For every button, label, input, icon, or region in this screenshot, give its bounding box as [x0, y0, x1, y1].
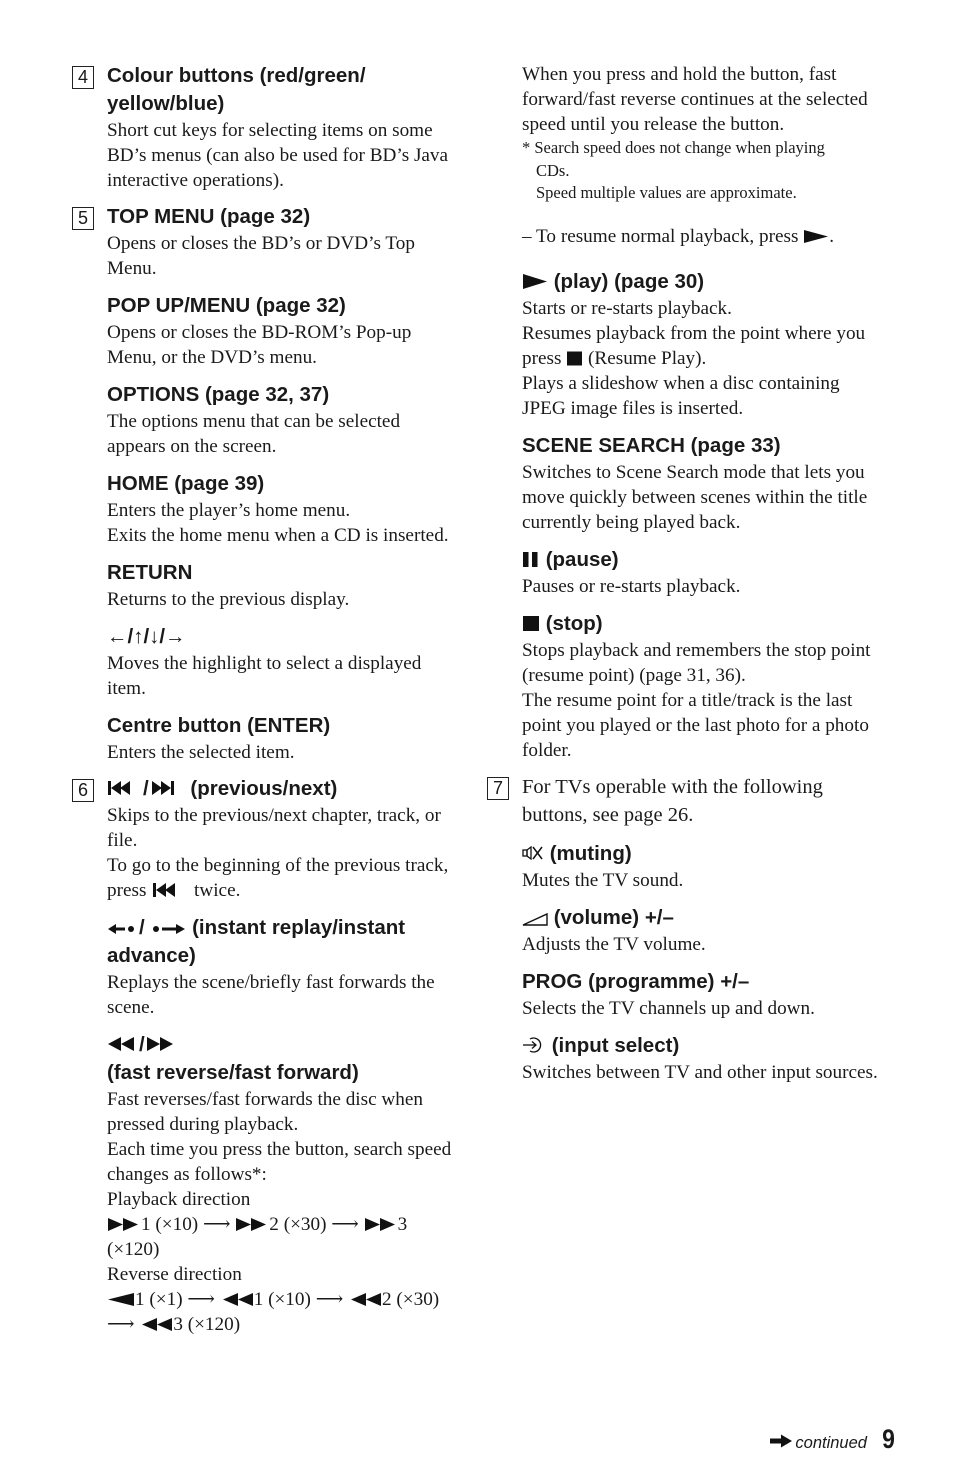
- reverse-speed-sequence: [107, 1287, 460, 1312]
- input-select-desc: Switches between TV and other input sources.: [522, 1061, 878, 1083]
- right-arrow-icon: ⟶: [315, 1289, 344, 1310]
- play-speed-1: 1 (×10): [141, 1214, 199, 1235]
- resume-normal-text: [522, 224, 887, 249]
- right-column: [487, 62, 887, 1085]
- previous-icon: [107, 779, 143, 797]
- right-arrow-icon: ⟶: [331, 1214, 359, 1235]
- section-6-continued: [487, 62, 887, 763]
- section-number-7: 7: [487, 777, 509, 800]
- next-icon: [149, 779, 185, 797]
- right-arrow-icon: ⟶: [202, 1214, 231, 1235]
- fast-reverse-icon: [107, 1035, 139, 1053]
- stop-desc-2: The resume point for a title/track is the last point you played or the last photo for a photo folder.: [522, 689, 869, 761]
- volume-desc: Adjusts the TV volume.: [522, 933, 706, 955]
- previous-icon: [151, 882, 189, 898]
- scene-search-heading: SCENE SEARCH (page 33): [522, 433, 781, 457]
- fast-reverse-icon: [220, 1292, 254, 1307]
- input-select-icon: [522, 1036, 546, 1054]
- prev-next-desc-1: Skips to the previous/next chapter, track, or file.: [107, 805, 441, 851]
- home-desc-2: Exits the home menu when a CD is inserted.: [107, 525, 449, 546]
- prev-next-desc-2: [107, 853, 460, 903]
- ff-rew-desc-1: Fast reverses/fast forwards the disc when pressed during playback.: [107, 1089, 423, 1135]
- section-4: [72, 62, 460, 193]
- section-number-6: 6: [72, 779, 94, 802]
- play-desc-3: Plays a slideshow when a disc containing JPEG image files is inserted.: [522, 372, 840, 419]
- prev-next-desc-2-a: To go to the beginning of the previous track, press: [107, 855, 449, 901]
- fast-forward-icon: [364, 1217, 398, 1232]
- playback-speed-sequence: [107, 1212, 460, 1237]
- arrows-desc: Moves the highlight to select a displayed item.: [107, 653, 422, 699]
- home-desc-1: Enters the player’s home menu.: [107, 500, 351, 521]
- home-heading: HOME (page 39): [107, 472, 265, 495]
- section-6: [72, 775, 460, 1337]
- muting-icon: [522, 844, 544, 862]
- pause-heading: [522, 546, 887, 574]
- right-arrow-icon: ⟶: [107, 1314, 135, 1335]
- stop-heading: [522, 610, 887, 638]
- muting-heading: [522, 840, 887, 868]
- stop-desc-1: Stops playback and remembers the stop point (resume point) (page 31, 36).: [522, 639, 871, 686]
- volume-title: (volume) +/–: [553, 905, 674, 929]
- note-speed-approx: Speed multiple values are approximate.: [536, 183, 797, 202]
- play-speed-2: 2 (×30): [269, 1214, 327, 1235]
- rev-speed-3: 2 (×30): [382, 1289, 440, 1310]
- pause-title: (pause): [545, 547, 619, 571]
- rev-speed-2: 1 (×10): [253, 1289, 311, 1310]
- centre-button-desc: Enters the selected item.: [107, 742, 295, 763]
- instant-replay-desc: Replays the scene/briefly fast forwards the scene.: [107, 972, 435, 1018]
- play-icon: [522, 273, 548, 290]
- stop-icon: [522, 615, 540, 632]
- play-title: (play) (page 30): [553, 269, 705, 293]
- page-number: 9: [882, 1424, 895, 1454]
- top-menu-heading: TOP MENU (page 32): [107, 205, 311, 228]
- section-number-5: 5: [72, 207, 94, 230]
- arrows-heading: ←/↑/↓/→: [107, 625, 186, 648]
- instant-replay-icon: [107, 922, 139, 936]
- right-arrow-icon: ⟶: [187, 1289, 215, 1310]
- options-heading: OPTIONS (page 32, 37): [107, 383, 330, 406]
- slow-reverse-icon: [107, 1292, 135, 1307]
- prev-next-desc-2-b: twice.: [194, 880, 241, 901]
- colour-buttons-desc: Short cut keys for selecting items on some BD’s menus (can also be used for BD’s Java interactive operations).: [107, 120, 449, 191]
- tv-buttons-intro: For TVs operable with the following buttons, see page 26.: [522, 775, 823, 826]
- section-5: [72, 203, 460, 765]
- fast-forward-icon: [235, 1217, 269, 1232]
- play-desc-2-b: (Resume Play).: [588, 347, 707, 369]
- note-search-speed-cont: CDs.: [536, 160, 570, 180]
- return-desc: Returns to the previous display.: [107, 589, 350, 610]
- options-desc: The options menu that can be selected appears on the screen.: [107, 411, 401, 457]
- play-speed-3: 3: [397, 1214, 408, 1235]
- fast-forward-icon: [145, 1035, 177, 1053]
- prog-heading: PROG (programme) +/–: [522, 969, 750, 993]
- volume-icon: [522, 912, 548, 926]
- continued-arrow-icon: [769, 1434, 793, 1448]
- play-heading: [522, 268, 887, 296]
- rev-speed-4: 3 (×120): [173, 1314, 241, 1335]
- left-column: [72, 62, 460, 1337]
- popup-menu-heading: POP UP/MENU (page 32): [107, 294, 346, 317]
- resume-normal-b: .: [829, 225, 835, 247]
- centre-button-heading: Centre button (ENTER): [107, 714, 331, 737]
- slash-sep: /: [139, 916, 145, 939]
- ff-rew-desc-2: Each time you press the button, search speed changes as follows*:: [107, 1139, 452, 1185]
- fast-forward-icon: [107, 1217, 141, 1232]
- play-desc-2-a: Resumes playback from the point where you press: [522, 322, 866, 369]
- instant-replay-heading: [107, 914, 460, 942]
- note-search-speed: * Search speed does not change when playing: [522, 138, 825, 157]
- fast-reverse-icon: [139, 1317, 173, 1332]
- pause-icon: [522, 551, 540, 568]
- input-select-title: (input select): [551, 1033, 680, 1057]
- play-icon: [803, 229, 829, 244]
- play-desc-2: [522, 321, 887, 371]
- rev-speed-1: 1 (×1): [135, 1289, 183, 1310]
- play-desc-1: Starts or re-starts playback.: [522, 297, 732, 319]
- ff-rew-icons-heading: [107, 1031, 460, 1059]
- instant-replay-title-a: (instant replay/instant: [192, 916, 406, 939]
- prog-desc: Selects the TV channels up and down.: [522, 997, 815, 1019]
- volume-heading: [522, 904, 887, 932]
- section-number-4: 4: [72, 66, 94, 89]
- slash-sep: /: [139, 1033, 145, 1056]
- muting-desc: Mutes the TV sound.: [522, 869, 684, 891]
- input-select-heading: [522, 1032, 887, 1060]
- playback-direction-label: Playback direction: [107, 1189, 251, 1210]
- stop-icon: [566, 351, 583, 366]
- muting-title: (muting): [549, 841, 632, 865]
- return-heading: RETURN: [107, 561, 193, 584]
- page-footer: [769, 1424, 896, 1455]
- hold-button-text: When you press and hold the button, fast forward/fast reverse continues at the selected speed until you release the button.: [522, 64, 868, 135]
- fast-reverse-icon: [348, 1292, 382, 1307]
- play-speed-3-multiplier: (×120): [107, 1239, 160, 1260]
- ff-rew-title: (fast reverse/fast forward): [107, 1061, 359, 1084]
- instant-replay-title-b: advance): [107, 944, 196, 967]
- scene-search-desc: Switches to Scene Search mode that lets you move quickly between scenes within the title currently being played back.: [522, 461, 868, 533]
- section-7: [487, 773, 887, 1085]
- colour-buttons-heading: Colour buttons (red/green/ yellow/blue): [107, 64, 366, 115]
- prev-next-heading: [107, 775, 460, 803]
- continued-label: continued: [795, 1434, 867, 1452]
- pause-desc: Pauses or re-starts playback.: [522, 575, 741, 597]
- reverse-speed-sequence-end: [107, 1312, 460, 1337]
- instant-advance-icon: [150, 922, 186, 936]
- resume-normal-a: – To resume normal playback, press: [522, 225, 799, 247]
- slash-sep: /: [143, 777, 149, 800]
- top-menu-desc: Opens or closes the BD’s or DVD’s Top Menu.: [107, 233, 415, 279]
- stop-title: (stop): [545, 611, 603, 635]
- prev-next-title: (previous/next): [190, 777, 338, 800]
- popup-menu-desc: Opens or closes the BD-ROM’s Pop-up Menu, or the DVD’s menu.: [107, 322, 412, 368]
- reverse-direction-label: Reverse direction: [107, 1264, 242, 1285]
